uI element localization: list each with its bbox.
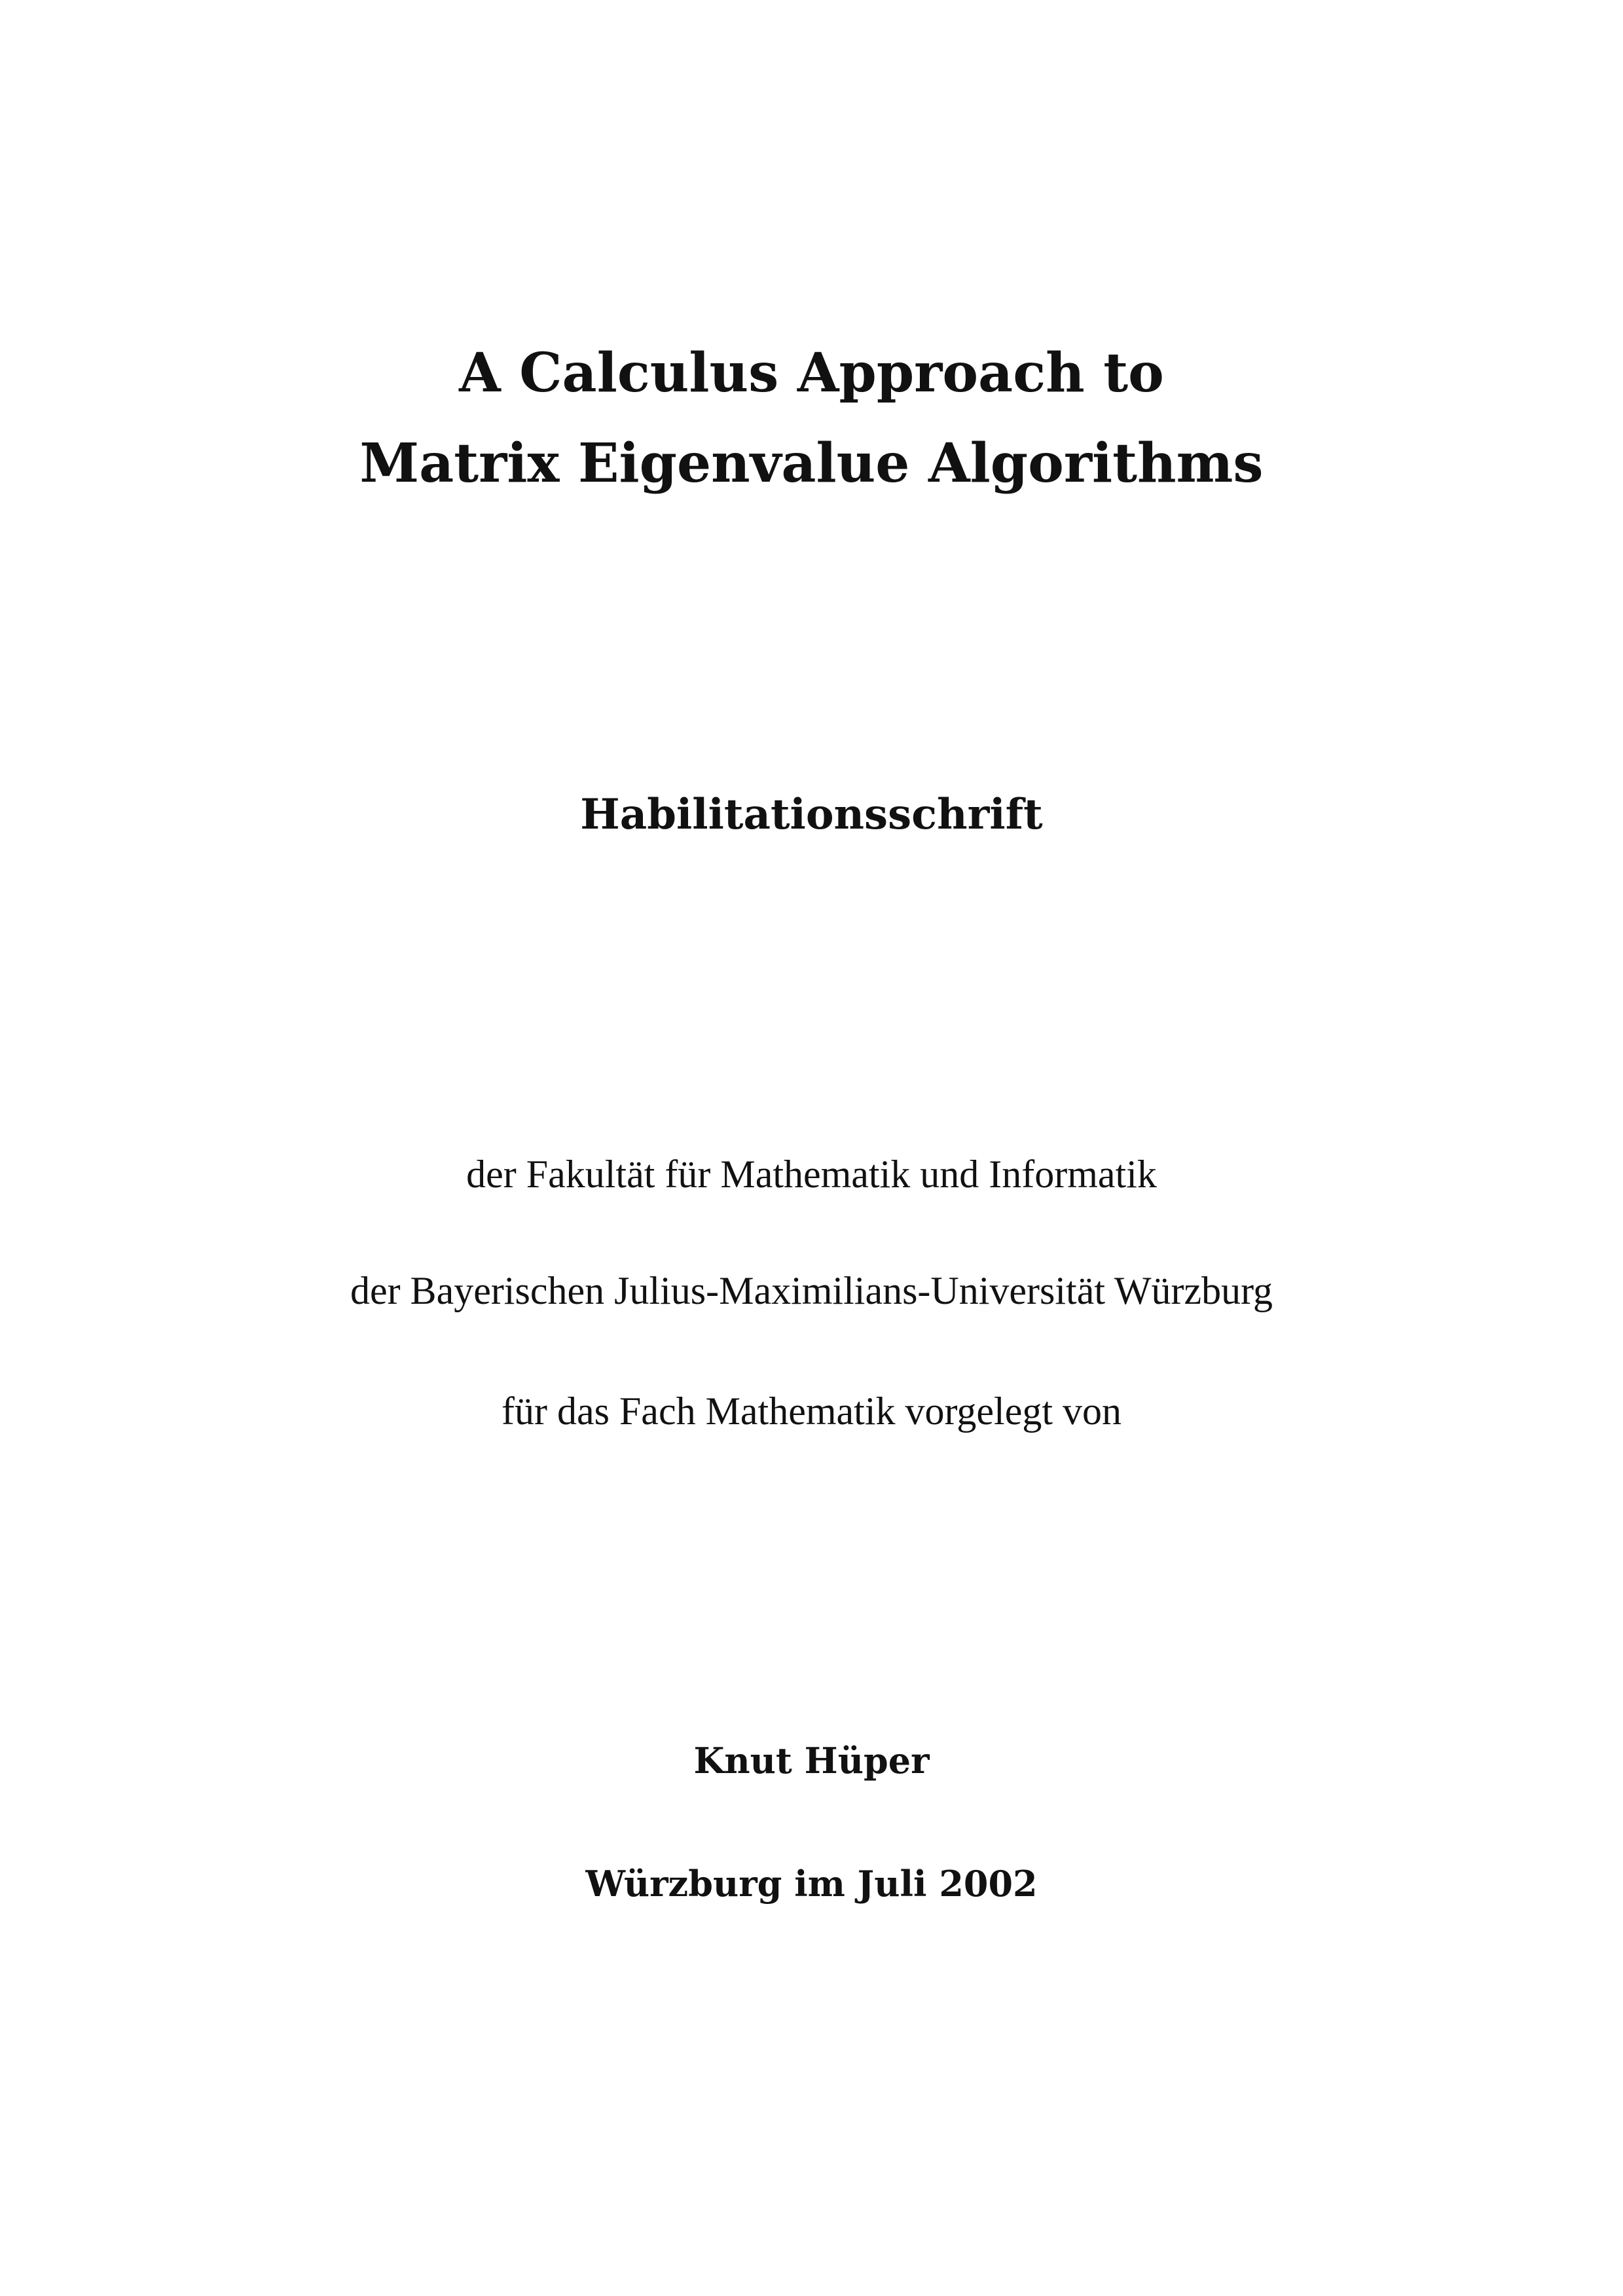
place-and-date: Würzburg im Juli 2002 (585, 1863, 1038, 1905)
faculty-line: der Fakultät für Mathematik und Informatik (466, 1153, 1157, 1196)
subject-line: für das Fach Mathematik vorgelegt von (501, 1390, 1122, 1433)
document-type: Habilitationsschrift (580, 790, 1043, 839)
title-line-1: A Calculus Approach to (459, 342, 1164, 404)
author-name: Knut Hüper (693, 1740, 930, 1782)
title-line-2: Matrix Eigenvalue Algorithms (359, 432, 1264, 495)
university-line: der Bayerischen Julius-Maximilians-Universität Würzburg (350, 1269, 1273, 1312)
